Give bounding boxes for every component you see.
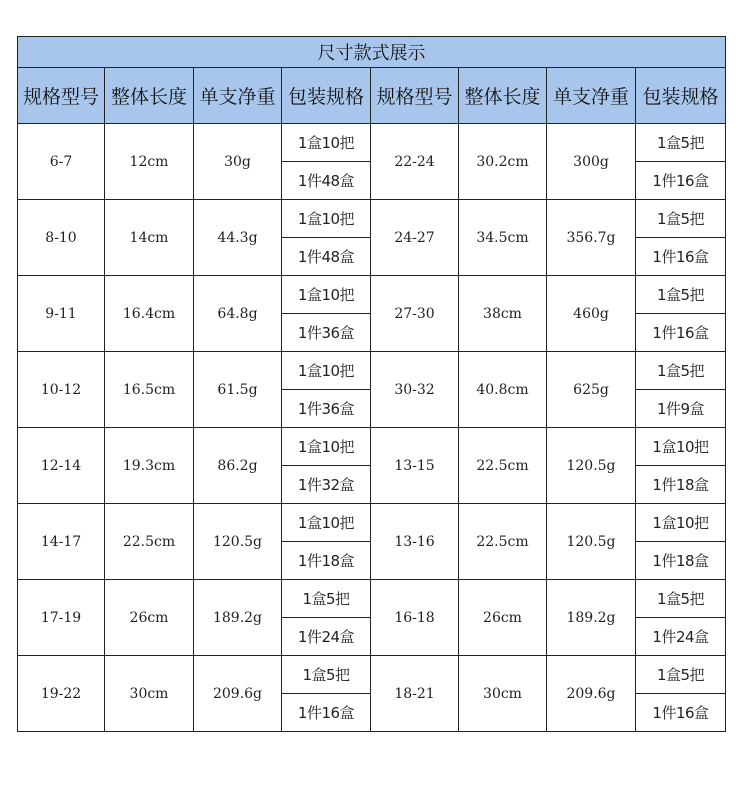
header-packing: 包装规格 xyxy=(636,68,726,124)
size-cell: 14-17 xyxy=(18,504,105,580)
weight-cell: 460g xyxy=(547,276,636,352)
pack-case-text: 1件16盒 xyxy=(652,704,709,722)
length-cell: 26cm xyxy=(105,580,194,656)
size-cell: 6-7 xyxy=(18,124,105,200)
header-weight: 单支净重 xyxy=(547,68,636,124)
size-cell: 27-30 xyxy=(371,276,459,352)
pack-box-text: 1盒5把 xyxy=(656,286,705,304)
header-length: 整体长度 xyxy=(459,68,547,124)
length-cell: 26cm xyxy=(459,580,547,656)
size-cell: 19-22 xyxy=(18,656,105,732)
pack-case-text: 1件24盒 xyxy=(652,628,709,646)
pack-box-text: 1盒10把 xyxy=(297,210,355,228)
pack-box-cell xyxy=(636,504,726,542)
pack-box-text: 1盒5把 xyxy=(302,590,350,608)
weight-cell: 189.2g xyxy=(547,580,636,656)
weight-cell: 356.7g xyxy=(547,200,636,276)
pack-box-cell xyxy=(636,580,726,618)
pack-box-cell xyxy=(282,200,371,238)
pack-case-text: 1件16盒 xyxy=(652,172,709,190)
pack-box-cell xyxy=(636,656,726,694)
pack-case-text: 1件48盒 xyxy=(297,248,355,266)
size-cell: 16-18 xyxy=(371,580,459,656)
length-cell: 30.2cm xyxy=(459,124,547,200)
table-body xyxy=(18,124,726,732)
size-cell: 13-15 xyxy=(371,428,459,504)
pack-box-cell xyxy=(282,124,371,162)
pack-case-text: 1件36盒 xyxy=(297,400,355,418)
pack-box-cell xyxy=(636,428,726,466)
length-cell: 16.5cm xyxy=(105,352,194,428)
pack-box-text: 1盒5把 xyxy=(656,210,705,228)
size-cell: 12-14 xyxy=(18,428,105,504)
length-cell: 34.5cm xyxy=(459,200,547,276)
pack-box-text: 1盒5把 xyxy=(302,666,350,684)
pack-case-cell xyxy=(636,162,726,200)
pack-case-text: 1件16盒 xyxy=(652,248,709,266)
header-row xyxy=(18,68,726,124)
pack-box-text: 1盒10把 xyxy=(297,438,355,456)
weight-cell: 64.8g xyxy=(194,276,282,352)
weight-cell: 120.5g xyxy=(547,428,636,504)
pack-case-cell xyxy=(636,542,726,580)
weight-cell: 120.5g xyxy=(547,504,636,580)
size-table xyxy=(17,36,726,732)
title-row xyxy=(18,37,726,68)
weight-cell: 30g xyxy=(194,124,282,200)
pack-case-cell xyxy=(282,694,371,732)
table-title: 尺寸款式展示 xyxy=(18,37,726,68)
length-cell: 38cm xyxy=(459,276,547,352)
weight-cell: 61.5g xyxy=(194,352,282,428)
length-cell: 22.5cm xyxy=(459,504,547,580)
pack-case-cell xyxy=(282,162,371,200)
size-cell: 9-11 xyxy=(18,276,105,352)
weight-cell: 209.6g xyxy=(547,656,636,732)
pack-box-text: 1盒10把 xyxy=(297,286,355,304)
pack-box-text: 1盒10把 xyxy=(652,438,709,456)
table-row xyxy=(18,352,726,390)
pack-case-cell xyxy=(282,618,371,656)
size-chart xyxy=(17,36,725,732)
length-cell: 14cm xyxy=(105,200,194,276)
weight-cell: 189.2g xyxy=(194,580,282,656)
pack-box-text: 1盒10把 xyxy=(652,514,709,532)
weight-cell: 209.6g xyxy=(194,656,282,732)
length-cell: 22.5cm xyxy=(459,428,547,504)
pack-case-cell xyxy=(636,390,726,428)
pack-box-text: 1盒10把 xyxy=(297,134,355,152)
pack-box-cell xyxy=(282,428,371,466)
length-cell: 22.5cm xyxy=(105,504,194,580)
weight-cell: 86.2g xyxy=(194,428,282,504)
size-cell: 24-27 xyxy=(371,200,459,276)
header-packing: 包装规格 xyxy=(282,68,371,124)
size-cell: 17-19 xyxy=(18,580,105,656)
length-cell: 16.4cm xyxy=(105,276,194,352)
pack-case-cell xyxy=(636,694,726,732)
weight-cell: 120.5g xyxy=(194,504,282,580)
pack-box-cell xyxy=(636,352,726,390)
header-size: 规格型号 xyxy=(371,68,459,124)
weight-cell: 625g xyxy=(547,352,636,428)
pack-box-cell xyxy=(282,580,371,618)
pack-case-text: 1件32盒 xyxy=(297,476,355,494)
pack-box-cell xyxy=(636,200,726,238)
pack-case-cell xyxy=(282,390,371,428)
table-row xyxy=(18,124,726,162)
length-cell: 40.8cm xyxy=(459,352,547,428)
table-row xyxy=(18,428,726,466)
length-cell: 30cm xyxy=(105,656,194,732)
pack-case-text: 1件9盒 xyxy=(656,400,705,418)
table-row xyxy=(18,276,726,314)
pack-box-text: 1盒5把 xyxy=(656,134,705,152)
pack-box-text: 1盒5把 xyxy=(656,590,705,608)
pack-case-text: 1件48盒 xyxy=(297,172,355,190)
pack-case-cell xyxy=(282,314,371,352)
pack-case-cell xyxy=(636,314,726,352)
pack-case-cell xyxy=(636,466,726,504)
pack-box-cell xyxy=(636,124,726,162)
pack-box-cell xyxy=(282,276,371,314)
pack-case-text: 1件18盒 xyxy=(297,552,355,570)
pack-case-text: 1件18盒 xyxy=(652,476,709,494)
size-cell: 8-10 xyxy=(18,200,105,276)
size-cell: 30-32 xyxy=(371,352,459,428)
pack-case-text: 1件36盒 xyxy=(297,324,355,342)
table-row xyxy=(18,200,726,238)
pack-case-cell xyxy=(282,238,371,276)
pack-box-cell xyxy=(636,276,726,314)
header-size: 规格型号 xyxy=(18,68,105,124)
table-row xyxy=(18,580,726,618)
pack-case-text: 1件24盒 xyxy=(297,628,355,646)
length-cell: 19.3cm xyxy=(105,428,194,504)
size-cell: 18-21 xyxy=(371,656,459,732)
pack-box-cell xyxy=(282,352,371,390)
pack-box-cell xyxy=(282,656,371,694)
pack-box-text: 1盒10把 xyxy=(297,514,355,532)
pack-case-text: 1件16盒 xyxy=(297,704,355,722)
header-weight: 单支净重 xyxy=(194,68,282,124)
pack-box-text: 1盒10把 xyxy=(297,362,355,380)
size-cell: 22-24 xyxy=(371,124,459,200)
size-cell: 10-12 xyxy=(18,352,105,428)
pack-box-cell xyxy=(282,504,371,542)
weight-cell: 300g xyxy=(547,124,636,200)
pack-case-text: 1件18盒 xyxy=(652,552,709,570)
pack-case-text: 1件16盒 xyxy=(652,324,709,342)
pack-case-cell xyxy=(282,466,371,504)
pack-case-cell xyxy=(282,542,371,580)
pack-box-text: 1盒5把 xyxy=(656,362,705,380)
size-cell: 13-16 xyxy=(371,504,459,580)
table-row xyxy=(18,504,726,542)
pack-case-cell xyxy=(636,238,726,276)
length-cell: 30cm xyxy=(459,656,547,732)
weight-cell: 44.3g xyxy=(194,200,282,276)
length-cell: 12cm xyxy=(105,124,194,200)
header-length: 整体长度 xyxy=(105,68,194,124)
pack-box-text: 1盒5把 xyxy=(656,666,705,684)
pack-case-cell xyxy=(636,618,726,656)
table-row xyxy=(18,656,726,694)
